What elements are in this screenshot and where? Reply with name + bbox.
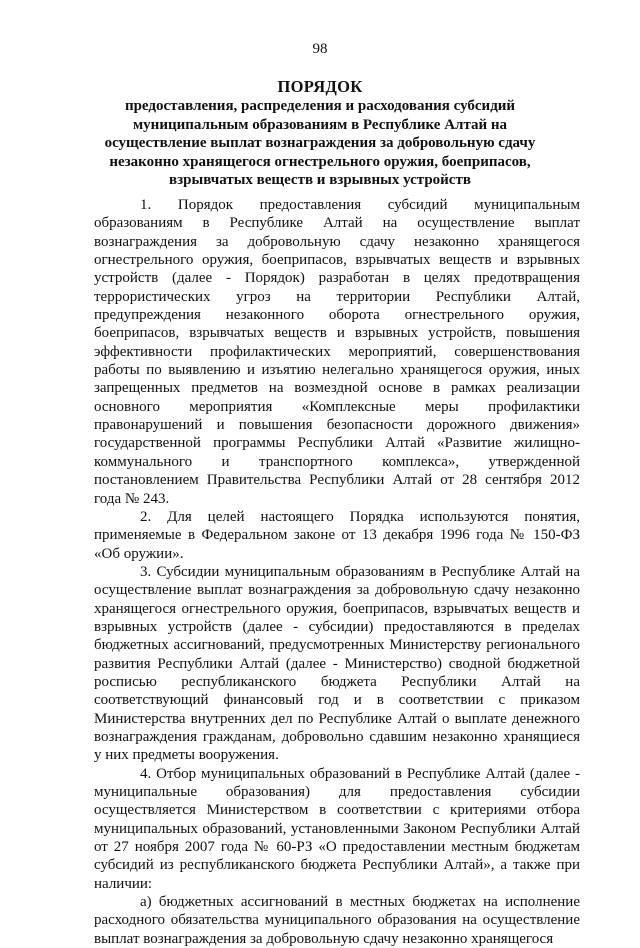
page-number: 98 [312, 41, 328, 57]
paragraph-4: 4. Отбор муниципальных образований в Республике Алтай (далее - муниципальные образования) для предоставления субсидии осуществляется Министерством в соответствии с критериями отбора муниципальных образований, установленными Законом Республики Алтай от 27 ноября 2007 года № 60-РЗ «О предоставлении местным бюджетам субсидий из республиканского бюджета Республики Алтай», а также при наличии: [94, 765, 580, 892]
paragraph-4a: а) бюджетных ассигнований в местных бюджетах на исполнение расходного обязательства муниципального образования на осуществление выплат вознаграждения за добровольную сдачу незаконно хранящегося [94, 894, 580, 947]
paragraph-2: 2. Для целей настоящего Порядка используются понятия, применяемые в Федеральном законе от 13 декабря 1996 года № 150-ФЗ «Об оружии». [94, 508, 580, 562]
document-title: ПОРЯДОК [277, 77, 363, 96]
paragraph-3: 3. Субсидии муниципальным образованиям в Республике Алтай на осуществление выплат вознаграждения за добровольную сдачу незаконно хранящегося огнестрельного оружия, боеприпасов, взрывчатых веществ и взрывных устройств (далее - субсидии) предоставляются в пределах бюджетных ассигнований, предусмотренных Министерству регионального развития Республики Алтай (далее - Министерство) сводной бюджетной росписью республиканского бюджета Республики Алтай на соответствующий финансовый год и в соответствии с приказом Министерства внутренних дел по Республике Алтай о выплате денежного вознаграждения гражданам, добровольно сдавшим незаконно хранящиеся у них предметы вооружения. [94, 563, 580, 764]
document-subtitle: предоставления, распределения и расходования субсидий муниципальным образованиям в Республике Алтай на осуществление выплат вознаграждения за добровольную сдачу незаконно хранящегося огнестрельного оружия, боеприпасов, взрывчатых веществ и взрывных устройств [104, 98, 536, 189]
document-body [94, 196, 580, 948]
paragraph-1: 1. Порядок предоставления субсидий муниципальным образованиям в Республике Алтай на осуществление выплат вознаграждения за добровольную сдачу незаконно хранящегося огнестрельного оружия, боеприпасов, взрывчатых веществ и взрывных устройств (далее - Порядок) разработан в целях предотвращения террористических угроз на территории Республики Алтай, предупреждения незаконного оборота огнестрельного оружия, боеприпасов, взрывчатых веществ и взрывных устройств, повышения эффективности профилактических мероприятий, совершенствования работы по выявлению и изъятию нелегально хранящегося оружия, иных запрещенных предметов на возмездной основе в рамках реализации основного мероприятия «Комплексные меры профилактики правонарушений и повышения безопасности дорожного движения» государственной программы Республики Алтай «Развитие жилищно-коммунального и транспортного комплекса», утвержденной постановлением Правительства Республики Алтай от 28 сентября 2012 года № 243. [94, 197, 580, 507]
